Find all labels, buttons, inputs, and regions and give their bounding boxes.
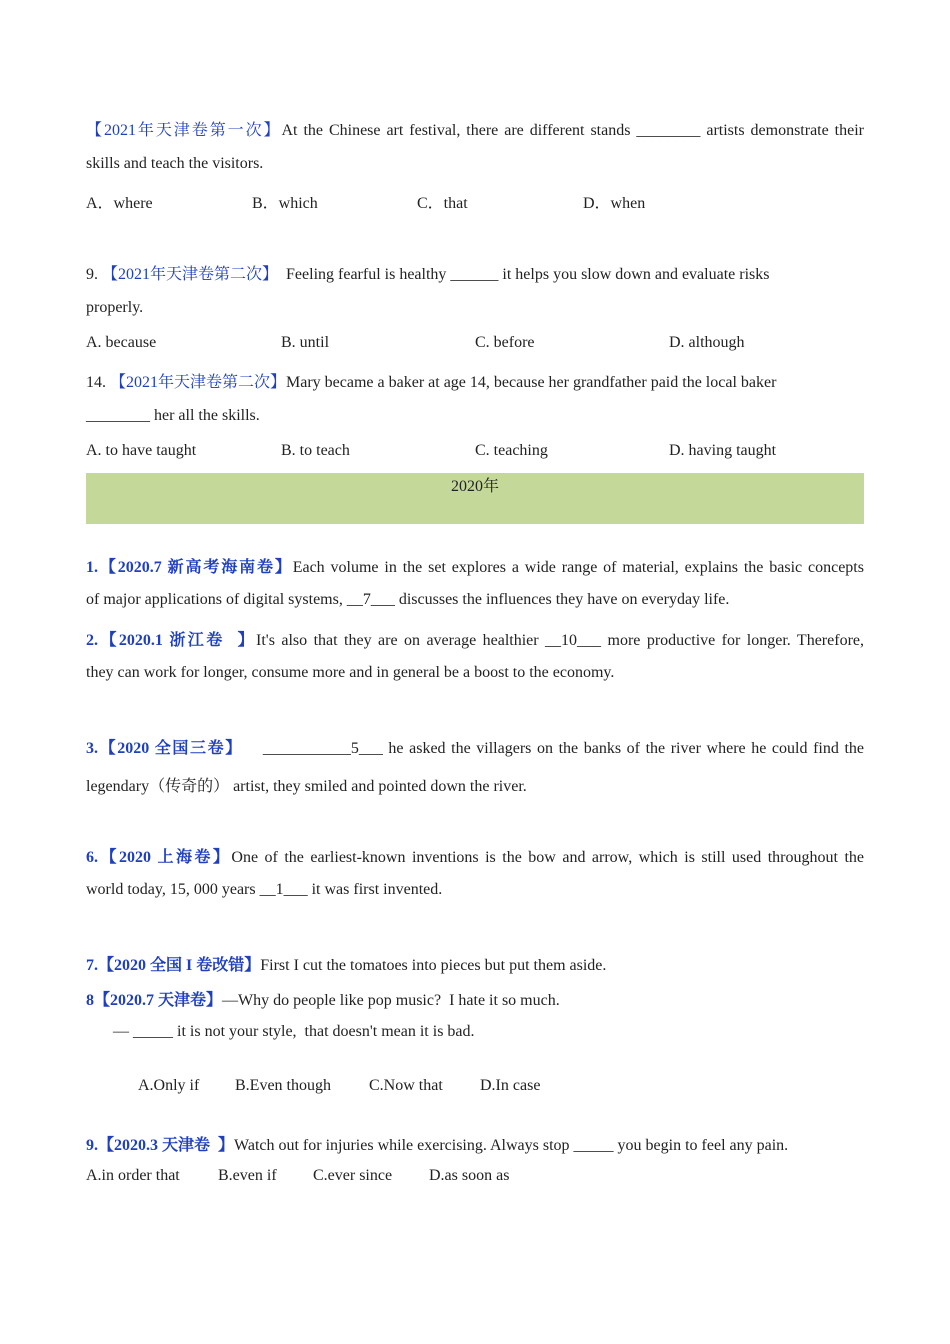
question-8-2020-stem-line1: 8【2020.7 天津卷】—Why do people like pop music? I hate it so much. [86,992,560,1009]
question-source-tag: 7.【2020 全国 I 卷改错】 [86,957,261,974]
question-6-2020-stem-line2: world today, 15, 000 years __1___ it was first invented. [86,881,443,898]
option-c: C. teaching [475,442,548,459]
question-source-tag: 8【2020.7 天津卷】 [86,992,223,1009]
option-a: A.Only if [138,1077,200,1094]
question-9-2021-stem-line2: properly. [86,299,144,316]
answer-blank: __7___ [346,591,395,608]
option-c: C. before [475,334,535,351]
option-a: A．where [86,195,153,212]
question-source-tag: 3.【2020 全国三卷】 [86,740,243,757]
question-9-2020-stem: 9.【2020.3 天津卷 】Watch out for injuries while exercising. Always stop _____ you begin to feel any pain. [86,1137,789,1154]
option-b: B. to teach [281,442,350,459]
question-14-2021-stem-line2: ________ her all the skills. [86,407,260,424]
answer-blank: __10___ [545,632,602,649]
question-tj1-stem-line2: skills and teach the visitors. [86,155,264,172]
option-b: B. until [281,334,330,351]
question-7-2020-stem: 7.【2020 全国 I 卷改错】First I cut the tomatoes into pieces but put them aside. [86,957,607,974]
question-9-2021-stem-line1: 9. 【2021年天津卷第二次】 Feeling fearful is healthy ______ it helps you slow down and evaluate risks [86,266,770,283]
option-b: B.Even though [235,1077,331,1094]
option-c: C.Now that [369,1077,443,1094]
question-2-2020-stem-line1: 2.【2020.1 浙江卷 】It's also that they are on average healthier __10___ more productive for longer. Therefore, [86,632,864,649]
option-d: D.In case [480,1077,541,1094]
option-b: B.even if [218,1167,277,1184]
section-header-2020: 2020年 [86,473,864,524]
option-c: C．that [417,195,468,212]
question-source-tag: 【2021年天津卷第二次】 [102,266,279,283]
question-3-2020-stem-line1: 3.【2020 全国三卷】 ___________5___ he asked the villagers on the banks of the river where he could find the [86,740,864,757]
question-14-2021-stem-line1: 14. 【2021年天津卷第二次】Mary became a baker at age 14, because her grandfather paid the local baker [86,374,777,391]
question-source-tag: 【2021年天津卷第一次】 [86,122,282,139]
question-8-2020-stem-line2: — _____ it is not your style, that doesn't mean it is bad. [113,1023,475,1040]
question-source-tag: 2.【2020.1 浙江卷 】 [86,632,257,649]
option-a: A. because [86,334,157,351]
option-a: A. to have taught [86,442,197,459]
question-source-tag: 6.【2020 上海卷】 [86,849,232,866]
question-2-2020-stem-line2: they can work for longer, consume more and in general be a boost to the economy. [86,664,615,681]
option-d: D. although [669,334,745,351]
option-b: B．which [252,195,318,212]
question-6-2020-stem-line1: 6.【2020 上海卷】One of the earliest-known inventions is the bow and arrow, which is still used throughout the [86,849,864,866]
question-source-tag: 9.【2020.3 天津卷 】 [86,1137,235,1154]
answer-blank: ___________5___ [262,740,383,757]
question-1-2020-stem-line2: of major applications of digital systems, __7___ discusses the influences they have on everyday life. [86,591,730,608]
option-d: D．when [583,195,646,212]
option-d: D.as soon as [429,1167,510,1184]
answer-blank: __1___ [259,881,308,898]
option-a: A.in order that [86,1167,180,1184]
question-3-2020-stem-line2: legendary（传奇的） artist, they smiled and pointed down the river. [86,778,527,795]
question-source-tag: 1.【2020.7 新高考海南卷】 [86,559,293,576]
option-c: C.ever since [313,1167,393,1184]
question-1-2020-stem-line1: 1.【2020.7 新高考海南卷】Each volume in the set explores a wide range of material, explains the basic concepts [86,559,864,576]
option-d: D. having taught [669,442,777,459]
question-source-tag: 【2021年天津卷第二次】 [110,374,287,391]
question-tj1-stem-line1: 【2021年天津卷第一次】At the Chinese art festival, there are different stands ________ artists demonstrate their [86,122,864,139]
